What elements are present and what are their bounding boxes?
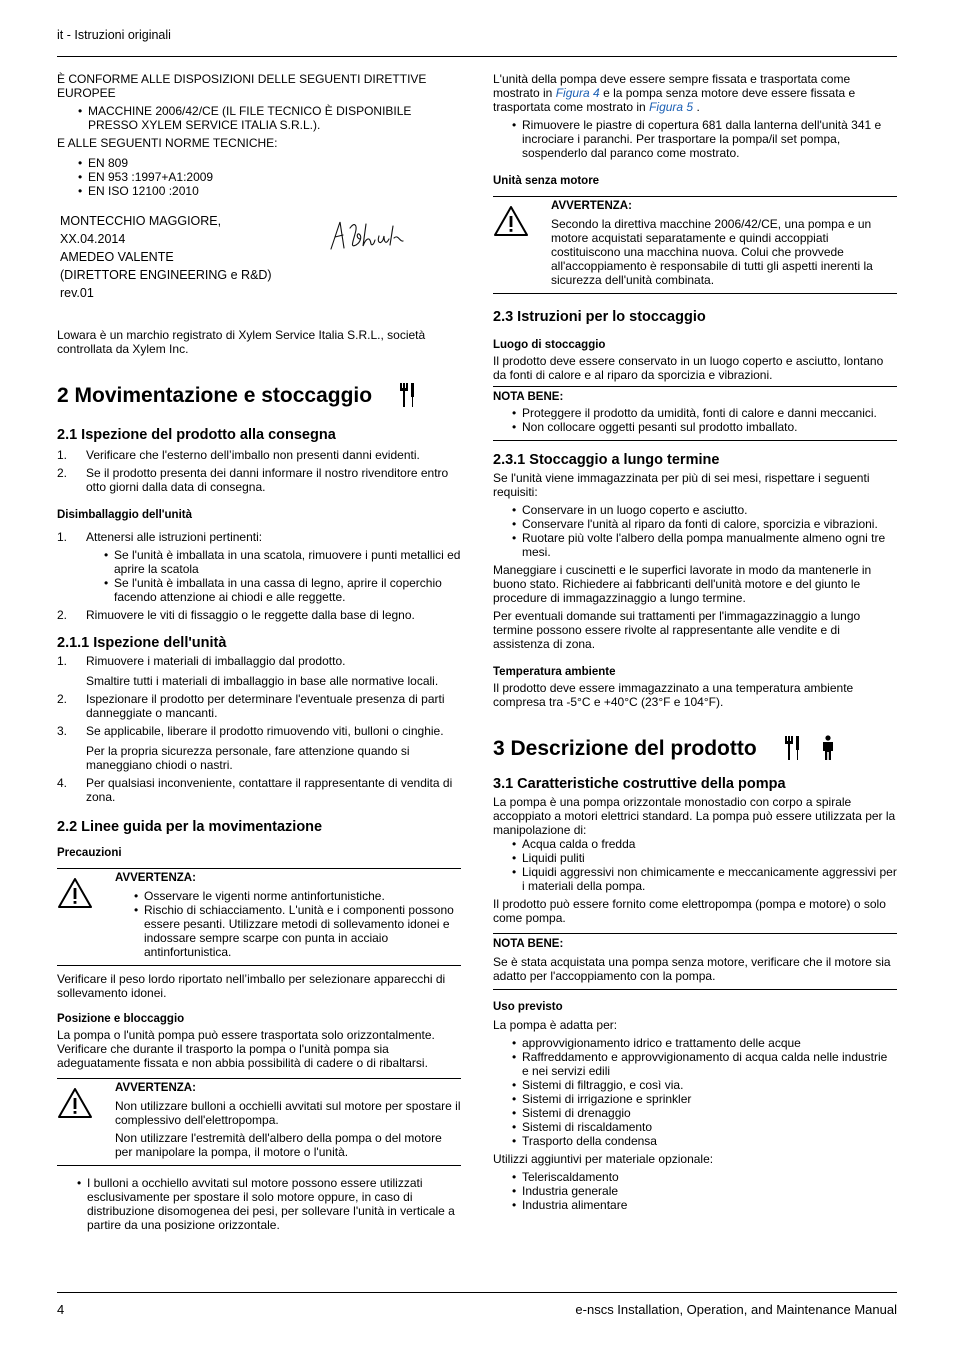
bullet-item: • Raffreddamento e approvvigionamento di acqua calda nelle industrie e nei servizi edili (512, 1050, 897, 1078)
bullet-item: • Industria generale (512, 1184, 897, 1198)
eyebolt-list (57, 1176, 461, 1232)
warning-triangle-icon (493, 205, 529, 237)
item-text: Ispezionare il prodotto per determinare l'eventuale presenza di parti danneggiate o mancanti. (86, 692, 445, 720)
unpack-bullets (57, 548, 461, 604)
warning-label: AVVERTENZA: (115, 872, 196, 884)
s22-title: 2.2 Linee guida per la movimentazione (57, 819, 323, 835)
bullet-item: • Trasporto della condensa (512, 1134, 897, 1148)
bullet-item: • Industria alimentare (512, 1198, 897, 1212)
s21-title: 2.1 Ispezione del prodotto alla consegna (57, 427, 336, 443)
section-title: 3 Descrizione del prodotto (493, 736, 757, 760)
bullet-item: • I bulloni a occhiello avvitati sul motore possono essere utilizzati esclusivamente per spostare il solo motore oppure, in caso di distribuzione disomogenea dei pesi, per sollevare l'unità in verticale a partire da una posizione orizzontale. (77, 1176, 461, 1232)
note-box (493, 933, 897, 990)
item-number: 2. (57, 466, 68, 480)
manual-title: e-nscs Installation, Operation, and Maintenance Manual (575, 1302, 897, 1317)
bullet-item: • Ruotare più volte l'albero della pompa manualmente almeno ogni tre mesi. (512, 531, 897, 559)
temperature-title: Temperatura ambiente (493, 666, 616, 678)
item-subtext: Smaltire tutti i materiali di imballaggio in base alle normative locali. (86, 674, 439, 688)
fixing-text (493, 72, 897, 114)
norms-list (57, 156, 461, 198)
warning-label: AVVERTENZA: (115, 1082, 196, 1094)
right-column (493, 72, 897, 1212)
extra-uses-bullets (493, 1170, 897, 1212)
norms-intro: E ALLE SEGUENTI NORME TECNICHE: (57, 136, 278, 150)
signature-block (57, 212, 461, 302)
temperature-text: Il prodotto deve essere immagazzinato a una temperatura ambiente compresa tra -5°C e +40°C (23°F e 104°F). (493, 681, 854, 709)
s31-bullets (493, 837, 897, 893)
verify-weight-text: Verificare il peso lordo riportato nell’imballo per selezionare apparecchi di sollevamento idonei. (57, 972, 446, 1000)
directive-list (57, 104, 461, 132)
precautions-title: Precauzioni (57, 847, 122, 859)
running-header: it - Istruzioni originali (57, 28, 171, 42)
item-text: Attenersi alle istruzioni pertinenti: (86, 530, 263, 544)
bullet-item: • Sistemi di riscaldamento (512, 1120, 897, 1134)
position-title: Posizione e bloccaggio (57, 1013, 185, 1025)
norm-item: • EN 809 (78, 156, 461, 170)
item-text: Se il prodotto presenta dei danni informare il nostro rivenditore entro otto giorni dalla data di consegna. (86, 466, 449, 494)
s31-supply-text: Il prodotto può essere fornito come elettropompa (pompa e motore) o solo come pompa. (493, 897, 886, 925)
item-text: Rimuovere i materiali di imballaggio dal prodotto. (86, 654, 346, 668)
s211-title: 2.1.1 Ispezione dell'unità (57, 635, 227, 651)
item-text: Per qualsiasi inconveniente, contattare il rappresentante di vendita di zona. (86, 776, 453, 804)
long-term-text: Maneggiare i cuscinetti e le superfici lavorate in modo da mantenerle in buono stato. Richiedere ai fabbricanti dell'unità motore e del giunto le procedure di immagazzinaggio a lungo termine. (493, 563, 872, 605)
warning-label: AVVERTENZA: (551, 200, 632, 212)
storage-location-text: Il prodotto deve essere conservato in un luogo coperto e asciutto, lontano da fonti di calore e al riparo da sporcizia e vibrazioni. (493, 354, 884, 382)
bullet-item: • Osservare le vigenti norme antinfortunistiche. (134, 889, 461, 903)
footer-rule (57, 1292, 897, 1293)
lowara-trademark: Lowara è un marchio registrato di Xylem Service Italia S.R.L., società controllata da Xylem Inc. (57, 328, 426, 356)
s231-title: 2.3.1 Stoccaggio a lungo termine (493, 452, 720, 468)
left-column (57, 72, 461, 1232)
long-term-intro: Se l'unità viene immagazzinata per più di sei mesi, rispettare i seguenti requisiti: (493, 471, 870, 499)
item-text: Rimuovere le viti di fissaggio o le reggette dalla base di legno. (86, 608, 415, 622)
tools-icon (398, 382, 416, 408)
s31-intro: La pompa è una pompa orizzontale monostadio con corpo a spirale accoppiato a motori elettrici standard. La pompa può essere utilizzata per la manipolazione di: (493, 795, 896, 837)
warning-triangle-icon (57, 877, 93, 909)
warning-bullets (115, 889, 461, 959)
bullet-item: • Se l'unità è imballata in una scatola, rimuovere i punti metallici ed aprire la scatola (104, 548, 461, 576)
storage-location-title: Luogo di stoccaggio (493, 339, 606, 351)
intended-use-title: Uso previsto (493, 1001, 563, 1013)
warning-text: Non utilizzare bulloni a occhielli avvitati sul motore per spostare il complessivo dell'elettropompa. (115, 1099, 461, 1127)
bullet-item: • Sistemi di drenaggio (512, 1106, 897, 1120)
text-run: e la pompa senza motore deve essere fissata e trasportata come mostrato in (493, 86, 856, 114)
page-number: 4 (57, 1302, 65, 1317)
warning-text: Secondo la direttiva macchine 2006/42/CE, una pompa e un motore acquistati separatamente e quindi accoppiati costituiscono una macchina nuova. Colui che provvede all'accoppiamento è responsabile di tutti gli aspetti inerenti la sicurezza dell'unità combinata. (551, 217, 873, 287)
section-title: 2 Movimentazione e stoccaggio (57, 383, 373, 407)
item-subtext: Per la propria sicurezza personale, fare attenzione quando si maneggiano chiodi o nastri. (86, 744, 410, 772)
position-text: La pompa o l'unità pompa può essere trasportata solo orizzontalmente. Verificare che durante il trasporto la pompa o l'unità pompa sia adeguatamente fissata e non abbia possibilità di cadere o di ribaltarsi. (57, 1028, 435, 1070)
sign-line: rev.01 (60, 286, 94, 300)
warning-triangle-icon (57, 1087, 93, 1119)
section-3-heading (493, 735, 897, 761)
warning-box (57, 868, 461, 966)
list-item: 1. Attenersi alle istruzioni pertinenti: (57, 530, 263, 544)
long-term-bullets (493, 503, 897, 559)
directive-item: • MACCHINE 2006/42/CE (IL FILE TECNICO È DISPONIBILE PRESSO XYLEM SERVICE ITALIA S.R.L.). (78, 104, 461, 132)
list-item: 2. Ispezionare il prodotto per determinare l'eventuale presenza di parti danneggiate o mancanti. (57, 692, 445, 720)
bullet-item: • Acqua calda o fredda (512, 837, 897, 851)
bullet-item: • Proteggere il prodotto da umidità, fonti di calore e danni meccanici. (512, 406, 897, 420)
warning-box (493, 196, 897, 294)
tools-icon (783, 735, 801, 761)
handwritten-signature (328, 218, 408, 252)
list-item: 4. Per qualsiasi inconveniente, contattare il rappresentante di vendita di zona. (57, 776, 453, 804)
conformity-intro: È CONFORME ALLE DISPOSIZIONI DELLE SEGUENTI DIRETTIVE EUROPEE (57, 72, 427, 100)
bullet-item: • Sistemi di irrigazione e sprinkler (512, 1092, 897, 1106)
figure-4-link[interactable]: Figura 4 (555, 86, 600, 100)
s31-title: 3.1 Caratteristiche costruttive della pompa (493, 776, 786, 792)
sign-line: XX.04.2014 (60, 232, 126, 246)
bullet-item: • Sistemi di filtraggio, e così via. (512, 1078, 897, 1092)
item-number: 1. (57, 448, 68, 462)
bullet-item: • Teleriscaldamento (512, 1170, 897, 1184)
bullet-item: • Conservare l'unità al riparo da fonti di calore, sporcizia e vibrazioni. (512, 517, 897, 531)
note-label: NOTA BENE: (493, 391, 564, 403)
intended-use-intro: La pompa è adatta per: (493, 1018, 618, 1032)
person-icon (821, 735, 835, 761)
unpack-title: Disimballaggio dell'unità (57, 509, 193, 521)
no-motor-title: Unità senza motore (493, 175, 600, 187)
list-item (57, 466, 461, 494)
figure-5-link[interactable]: Figura 5 (649, 100, 694, 114)
sign-line: MONTECCHIO MAGGIORE, (60, 214, 222, 228)
section-2-heading (57, 382, 461, 408)
bullet-item: • Rimuovere le piastre di copertura 681 dalla lanterna dell'unità 341 e incrociare i paranchi. Per trasportare la pompa/il set pompa, sospenderlo dal paranco come mostrato. (512, 118, 897, 160)
note-bullets (493, 406, 897, 434)
bullet-item: • approvvigionamento idrico e trattamento delle acque (512, 1036, 897, 1050)
intended-use-bullets (493, 1036, 897, 1148)
list-item (57, 448, 461, 462)
note-text: Se è stata acquistata una pompa senza motore, verificare che il motore sia adatto per l'accoppiamento con la pompa. (493, 955, 891, 983)
bullet-item: • Liquidi aggressivi non chimicamente e meccanicamente aggressivi per i materiali della pompa. (512, 865, 897, 893)
warning-box (57, 1078, 461, 1166)
fixing-bullets (493, 118, 897, 160)
bullet-item: • Se l'unità è imballata in una cassa di legno, aprire il coperchio facendo attenzione ai chiodi e alle reggette. (104, 576, 461, 604)
norm-item: • EN 953 :1997+A1:2009 (78, 170, 461, 184)
sign-line: AMEDEO VALENTE (60, 250, 174, 264)
warning-text: Non utilizzare l'estremità dell'albero della pompa o del motore per manipolare la pompa, il motore o l'unità. (115, 1131, 442, 1159)
bullet-item: • Rischio di schiacciamento. L'unità e i componenti possono essere pesanti. Utilizzare metodi di sollevamento idonei e indossare sempre scarpe con punta in acciaio antinfortunistica. (134, 903, 461, 959)
text-run: L'unità della pompa deve essere sempre fissata e trasportata come mostrato in (493, 72, 851, 100)
header-rule (57, 56, 897, 57)
s23-title: 2.3 Istruzioni per lo stoccaggio (493, 309, 706, 325)
item-text: Verificare che l'esterno dell’imballo non presenti danni evidenti. (86, 448, 420, 462)
bullet-item: • Conservare in un luogo coperto e asciutto. (512, 503, 897, 517)
list-item: 1. Rimuovere i materiali di imballaggio dal prodotto. Smaltire tutti i materiali di imballaggio in base alle normative locali. (57, 654, 461, 688)
sign-line: (DIRETTORE ENGINEERING e R&D) (60, 268, 272, 282)
norm-item: • EN ISO 12100 :2010 (78, 184, 461, 198)
item-text: Se applicabile, liberare il prodotto rimuovendo viti, bulloni o cinghie. (86, 724, 444, 738)
bullet-item: • Liquidi puliti (512, 851, 897, 865)
list-item: 2. Rimuovere le viti di fissaggio o le reggette dalla base di legno. (57, 608, 415, 622)
list-item: 3. Se applicabile, liberare il prodotto rimuovendo viti, bulloni o cinghie. Per la propria sicurezza personale, fare attenzione quando si maneggiano chiodi o nastri. (57, 724, 461, 772)
bullet-item: • Non collocare oggetti pesanti sul prodotto imballato. (512, 420, 897, 434)
text-run: . (693, 100, 700, 114)
note-box (493, 386, 897, 441)
extra-uses-intro: Utilizzi aggiuntivi per materiale opzionale: (493, 1152, 714, 1166)
long-term-text: Per eventuali domande sui trattamenti per l'immagazzinaggio a lungo termine possono essere rivolte al rappresentante alle vendite e di assistenza di zona. (493, 609, 861, 651)
note-label: NOTA BENE: (493, 938, 564, 950)
